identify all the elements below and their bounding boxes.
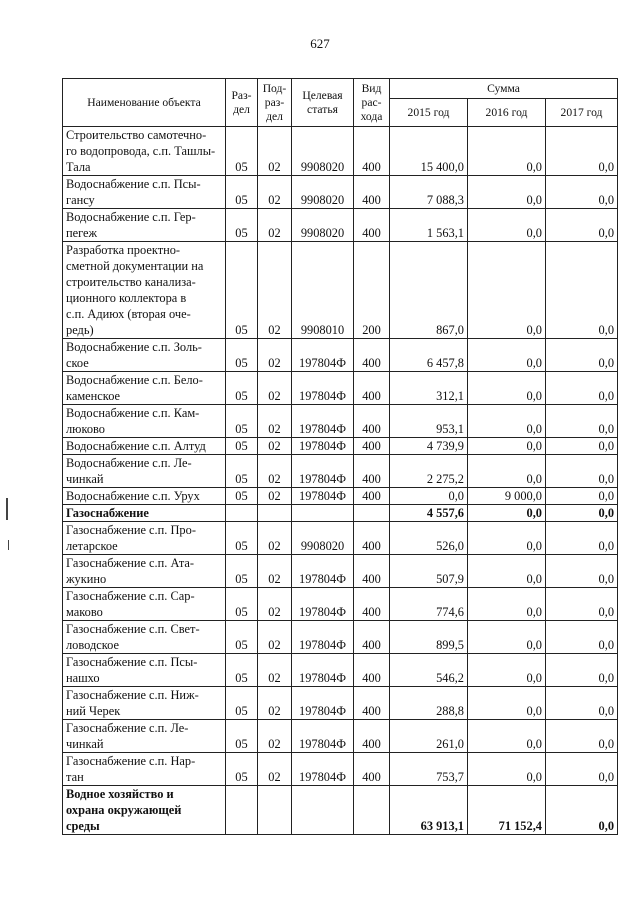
cell-article: 9908020: [292, 127, 354, 176]
cell-name: Газоснабжение с.п. Сар- маково: [63, 588, 226, 621]
table-row: [63, 786, 618, 835]
cell-y2015: 753,7: [390, 753, 468, 786]
cell-y2016: 0,0: [468, 654, 546, 687]
cell-razdel: 05: [226, 720, 258, 753]
cell-podrazdel: 02: [258, 720, 292, 753]
cell-name: Газоснабжение с.п. Псы- нашхо: [63, 654, 226, 687]
cell-y2017: 0,0: [546, 438, 618, 455]
header-sum: Сумма: [390, 79, 618, 99]
cell-article: 9908020: [292, 176, 354, 209]
cell-article: 197804Ф: [292, 488, 354, 505]
cell-razdel: 05: [226, 438, 258, 455]
table-row: [63, 588, 618, 621]
cell-podrazdel: 02: [258, 588, 292, 621]
cell-article: 197804Ф: [292, 555, 354, 588]
table-row: [63, 753, 618, 786]
cell-name: Газоснабжение с.п. Ата- жукино: [63, 555, 226, 588]
table-row: [63, 720, 618, 753]
cell-name: Газоснабжение с.п. Свет- ловодское: [63, 621, 226, 654]
cell-y2017: 0,0: [546, 405, 618, 438]
cell-y2017: 0,0: [546, 339, 618, 372]
cell-article: [292, 505, 354, 522]
cell-y2017: 0,0: [546, 786, 618, 835]
cell-name: Водоснабжение с.п. Урух: [63, 488, 226, 505]
cell-article: 197804Ф: [292, 720, 354, 753]
table-row: [63, 242, 618, 339]
cell-vid: [354, 505, 390, 522]
cell-y2017: 0,0: [546, 720, 618, 753]
cell-vid: 400: [354, 621, 390, 654]
cell-y2015: 6 457,8: [390, 339, 468, 372]
cell-y2017: 0,0: [546, 621, 618, 654]
cell-razdel: 05: [226, 405, 258, 438]
cell-podrazdel: 02: [258, 621, 292, 654]
cell-y2016: 0,0: [468, 621, 546, 654]
cell-y2015: 507,9: [390, 555, 468, 588]
cell-vid: [354, 786, 390, 835]
cell-y2017: 0,0: [546, 588, 618, 621]
cell-y2017: 0,0: [546, 488, 618, 505]
table-row: [63, 555, 618, 588]
cell-article: 197804Ф: [292, 621, 354, 654]
cell-vid: 200: [354, 242, 390, 339]
cell-vid: 400: [354, 555, 390, 588]
cell-vid: 400: [354, 753, 390, 786]
cell-y2016: 0,0: [468, 372, 546, 405]
cell-y2016: 0,0: [468, 753, 546, 786]
cell-razdel: 05: [226, 176, 258, 209]
cell-vid: 400: [354, 438, 390, 455]
cell-y2016: 0,0: [468, 127, 546, 176]
cell-podrazdel: [258, 786, 292, 835]
budget-table: [62, 78, 618, 835]
table-row: [63, 405, 618, 438]
cell-y2017: 0,0: [546, 555, 618, 588]
cell-y2016: 0,0: [468, 339, 546, 372]
cell-y2016: 0,0: [468, 687, 546, 720]
cell-y2017: 0,0: [546, 753, 618, 786]
scan-mark: [8, 540, 9, 550]
header-2017: 2017 год: [546, 99, 618, 127]
cell-razdel: [226, 786, 258, 835]
cell-y2015: 774,6: [390, 588, 468, 621]
cell-razdel: 05: [226, 455, 258, 488]
cell-name: Газоснабжение с.п. Нар- тан: [63, 753, 226, 786]
table-row: [63, 621, 618, 654]
cell-y2017: 0,0: [546, 372, 618, 405]
cell-y2015: 899,5: [390, 621, 468, 654]
cell-name: Газоснабжение с.п. Ле- чинкай: [63, 720, 226, 753]
cell-vid: 400: [354, 339, 390, 372]
cell-razdel: 05: [226, 621, 258, 654]
cell-razdel: 05: [226, 209, 258, 242]
cell-vid: 400: [354, 209, 390, 242]
table-row: [63, 687, 618, 720]
cell-vid: 400: [354, 127, 390, 176]
cell-article: 197804Ф: [292, 687, 354, 720]
cell-name: Водоснабжение с.п. Ле- чинкай: [63, 455, 226, 488]
table-row: [63, 522, 618, 555]
cell-article: 197804Ф: [292, 405, 354, 438]
cell-name: Водоснабжение с.п. Алтуд: [63, 438, 226, 455]
cell-podrazdel: 02: [258, 438, 292, 455]
cell-razdel: 05: [226, 372, 258, 405]
cell-podrazdel: 02: [258, 127, 292, 176]
table-row: [63, 339, 618, 372]
cell-y2017: 0,0: [546, 505, 618, 522]
header-name: Наименование объекта: [63, 79, 226, 127]
cell-y2015: 4 557,6: [390, 505, 468, 522]
header-2016: 2016 год: [468, 99, 546, 127]
cell-y2017: 0,0: [546, 127, 618, 176]
cell-podrazdel: 02: [258, 405, 292, 438]
cell-podrazdel: 02: [258, 753, 292, 786]
cell-vid: 400: [354, 654, 390, 687]
scan-mark: [6, 498, 8, 520]
cell-name: Водоснабжение с.п. Псы- гансу: [63, 176, 226, 209]
cell-y2015: 953,1: [390, 405, 468, 438]
cell-y2015: 288,8: [390, 687, 468, 720]
cell-vid: 400: [354, 488, 390, 505]
cell-podrazdel: 02: [258, 176, 292, 209]
cell-article: 197804Ф: [292, 588, 354, 621]
cell-vid: 400: [354, 455, 390, 488]
cell-vid: 400: [354, 720, 390, 753]
cell-article: 197804Ф: [292, 455, 354, 488]
cell-vid: 400: [354, 372, 390, 405]
table-row: [63, 438, 618, 455]
cell-y2015: 312,1: [390, 372, 468, 405]
cell-y2016: 0,0: [468, 455, 546, 488]
cell-y2016: 0,0: [468, 720, 546, 753]
cell-article: 9908020: [292, 209, 354, 242]
cell-razdel: 05: [226, 242, 258, 339]
table-row: [63, 209, 618, 242]
cell-y2016: 0,0: [468, 176, 546, 209]
cell-article: 197804Ф: [292, 654, 354, 687]
cell-razdel: [226, 505, 258, 522]
table-row: [63, 176, 618, 209]
table-row: [63, 505, 618, 522]
cell-vid: 400: [354, 176, 390, 209]
cell-y2016: 0,0: [468, 588, 546, 621]
cell-name: Водоснабжение с.п. Золь- ское: [63, 339, 226, 372]
cell-razdel: 05: [226, 127, 258, 176]
cell-y2017: 0,0: [546, 522, 618, 555]
table-row: [63, 654, 618, 687]
cell-article: 197804Ф: [292, 339, 354, 372]
cell-article: 197804Ф: [292, 372, 354, 405]
cell-razdel: 05: [226, 588, 258, 621]
cell-name: Разработка проектно- сметной документации на строительство канализа- ционного коллектора в с.п. Адиюх (вторая оче- редь): [63, 242, 226, 339]
cell-razdel: 05: [226, 488, 258, 505]
cell-razdel: 05: [226, 339, 258, 372]
cell-y2015: 4 739,9: [390, 438, 468, 455]
cell-podrazdel: 02: [258, 209, 292, 242]
header-vid: Вид рас- хода: [354, 79, 390, 127]
cell-y2017: 0,0: [546, 455, 618, 488]
cell-y2015: 526,0: [390, 522, 468, 555]
cell-y2015: 261,0: [390, 720, 468, 753]
cell-podrazdel: 02: [258, 339, 292, 372]
cell-y2015: 867,0: [390, 242, 468, 339]
cell-y2015: 546,2: [390, 654, 468, 687]
cell-razdel: 05: [226, 654, 258, 687]
cell-podrazdel: 02: [258, 488, 292, 505]
cell-y2017: 0,0: [546, 176, 618, 209]
cell-y2016: 0,0: [468, 405, 546, 438]
cell-podrazdel: [258, 505, 292, 522]
cell-article: [292, 786, 354, 835]
cell-y2015: 2 275,2: [390, 455, 468, 488]
cell-y2016: 0,0: [468, 522, 546, 555]
cell-name: Газоснабжение с.п. Про- летарское: [63, 522, 226, 555]
cell-y2017: 0,0: [546, 654, 618, 687]
cell-y2016: 0,0: [468, 209, 546, 242]
table-row: [63, 455, 618, 488]
cell-article: 9908010: [292, 242, 354, 339]
header-razdel: Раз- дел: [226, 79, 258, 127]
cell-y2015: 7 088,3: [390, 176, 468, 209]
cell-podrazdel: 02: [258, 242, 292, 339]
cell-razdel: 05: [226, 687, 258, 720]
cell-name: Водоснабжение с.п. Бело- каменское: [63, 372, 226, 405]
cell-podrazdel: 02: [258, 654, 292, 687]
header-2015: 2015 год: [390, 99, 468, 127]
cell-razdel: 05: [226, 555, 258, 588]
table-body: [63, 127, 618, 835]
cell-vid: 400: [354, 522, 390, 555]
table-row: [63, 488, 618, 505]
cell-podrazdel: 02: [258, 687, 292, 720]
cell-article: 197804Ф: [292, 753, 354, 786]
cell-y2017: 0,0: [546, 242, 618, 339]
table-row: [63, 372, 618, 405]
cell-razdel: 05: [226, 753, 258, 786]
cell-y2016: 0,0: [468, 505, 546, 522]
cell-name: Газоснабжение: [63, 505, 226, 522]
cell-podrazdel: 02: [258, 372, 292, 405]
cell-name: Строительство самотечно- го водопровода, с.п. Ташлы-Тала: [63, 127, 226, 176]
cell-name: Газоснабжение с.п. Ниж- ний Черек: [63, 687, 226, 720]
cell-article: 197804Ф: [292, 438, 354, 455]
cell-y2016: 9 000,0: [468, 488, 546, 505]
cell-name: Водное хозяйство и охрана окружающей среды: [63, 786, 226, 835]
cell-vid: 400: [354, 588, 390, 621]
cell-y2017: 0,0: [546, 209, 618, 242]
cell-y2015: 63 913,1: [390, 786, 468, 835]
cell-y2016: 0,0: [468, 555, 546, 588]
cell-name: Водоснабжение с.п. Кам- люково: [63, 405, 226, 438]
cell-vid: 400: [354, 687, 390, 720]
cell-podrazdel: 02: [258, 455, 292, 488]
cell-y2016: 0,0: [468, 438, 546, 455]
cell-vid: 400: [354, 405, 390, 438]
cell-y2017: 0,0: [546, 687, 618, 720]
cell-y2015: 15 400,0: [390, 127, 468, 176]
page-number: 627: [310, 36, 330, 51]
cell-podrazdel: 02: [258, 555, 292, 588]
cell-y2016: 71 152,4: [468, 786, 546, 835]
cell-name: Водоснабжение с.п. Гер- пегеж: [63, 209, 226, 242]
cell-article: 9908020: [292, 522, 354, 555]
cell-y2015: 1 563,1: [390, 209, 468, 242]
header-podrazdel: Под- раз- дел: [258, 79, 292, 127]
cell-razdel: 05: [226, 522, 258, 555]
cell-podrazdel: 02: [258, 522, 292, 555]
header-article: Целевая статья: [292, 79, 354, 127]
cell-y2015: 0,0: [390, 488, 468, 505]
cell-y2016: 0,0: [468, 242, 546, 339]
table-row: [63, 127, 618, 176]
